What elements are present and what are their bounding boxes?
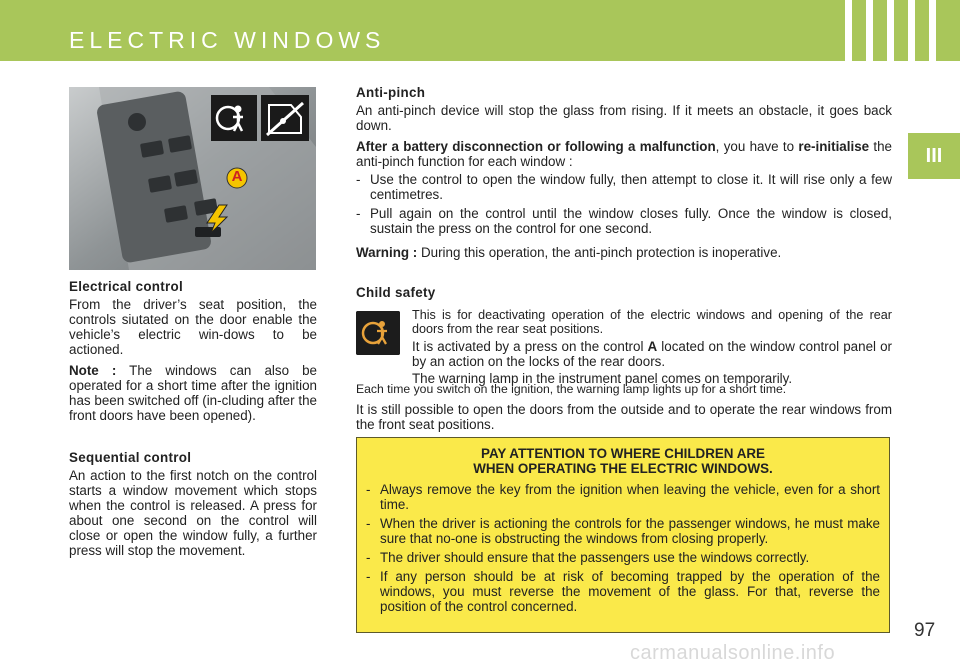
page-number: 97 (914, 620, 936, 641)
attention-box (356, 437, 890, 633)
anti-pinch-body: An anti-pinch device will stop the glass from rising. If it meets an obstacle, it goes back down. (356, 103, 892, 133)
note-text: The windows can also be operated for a short time after the ignition has been switched off (in-cluding after the front doors have been opened). (69, 363, 317, 423)
warning-paragraph (356, 245, 892, 260)
watermark: carmanualsonline.info (630, 642, 836, 664)
header-stripe (845, 0, 852, 61)
reinit-bold: After a battery disconnection or following a malfunction (356, 139, 716, 154)
header-stripe (908, 0, 915, 61)
attention-item: - The driver should ensure that the passengers use the windows correctly. (366, 550, 810, 565)
header-stripe (866, 0, 873, 61)
note-label: Note : (69, 363, 117, 378)
reinit-end: the anti-pinch function for each window : (356, 139, 893, 169)
child-safety-p5: It is still possible to open the doors from the outside and to operate the rear windows from the front seat positions. (356, 402, 892, 432)
callout-a-label: A (231, 168, 243, 185)
child-safety-heading: Child safety (356, 285, 436, 300)
reinit-bold2: re-initialise (798, 139, 870, 154)
child-lock-icon (211, 95, 257, 141)
child-safety-p2: It is activated by a press on the control A located on the window control panel or by an action on the locks of the rear doors. (412, 339, 892, 369)
window-lock-icon (261, 95, 309, 141)
header-stripe (929, 0, 936, 61)
chapter-tab: III (908, 133, 960, 179)
child-safety-p3: The warning lamp in the instrument panel comes on temporarily. (412, 371, 793, 386)
electrical-control-heading: Electrical control (69, 279, 184, 294)
header-stripe (887, 0, 894, 61)
child-safety-iconic-text (412, 308, 892, 386)
electrical-control-body: From the driver’s seat position, the controls siutated on the door enable the vehicle’s electric win-dows to be actioned. (69, 297, 317, 357)
sequential-control-body: An action to the first notch on the control starts a window movement which stops when the control is released. A press for about one second on the control will close or open the window fully, a further press will stop the movement. (69, 468, 317, 558)
note-paragraph (69, 363, 317, 423)
reinit-paragraph (356, 139, 892, 169)
attention-heading: PAY ATTENTION TO WHERE CHILDREN ARE WHEN OPERATING THE ELECTRIC WINDOWS. (473, 446, 773, 476)
attention-item: - When the driver is actioning the controls for the passenger windows, he must make sure that no-one is obstructing the windows from closing properly. (366, 516, 880, 546)
page-title: ELECTRIC WINDOWS (69, 27, 386, 53)
child-safety-p4: Each time you switch on the ignition, the warning lamp lights up for a short time. (356, 382, 787, 396)
child-safety-lamp-icon (356, 311, 400, 355)
warning-text: During this operation, the anti-pinch protection is inoperative. (417, 245, 782, 260)
anti-pinch-section (356, 85, 892, 266)
reinit-mid: , you have to (715, 139, 799, 154)
reinit-step: - Pull again on the control until the window closes fully. Once the window is closed, sustain the press on the control for one second. (356, 206, 892, 236)
attention-item: - If any person should be at risk of becoming trapped by the operation of the windows, you must reverse the movement of the glass. For that, reverse the position of the control concerned. (366, 569, 880, 614)
sequential-control-heading: Sequential control (69, 450, 192, 465)
header-band (0, 0, 960, 61)
reinit-step: - Use the control to open the window fully, then attempt to close it. It will rise only a few centimetres. (356, 172, 892, 202)
child-safety-heading-block (356, 285, 892, 303)
left-column (69, 279, 317, 564)
child-safety-more (356, 382, 892, 438)
anti-pinch-heading: Anti-pinch (356, 85, 426, 100)
attention-item: - Always remove the key from the ignition when leaving the vehicle, even for a short time. (366, 482, 880, 512)
warning-label: Warning : (356, 245, 418, 260)
child-safety-p1: This is for deactivating operation of the electric windows and opening of the rear doors from the rear seat positions. (412, 308, 892, 336)
door-control-photo (69, 87, 316, 270)
